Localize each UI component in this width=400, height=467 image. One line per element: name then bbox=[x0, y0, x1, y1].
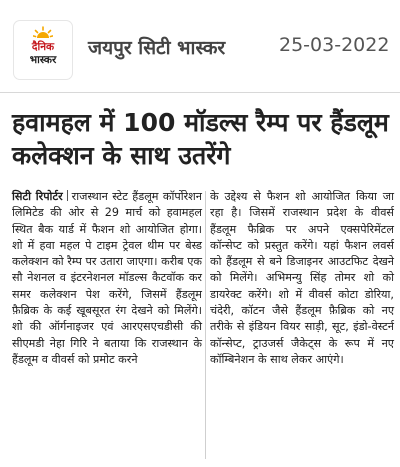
dainik-bhaskar-logo bbox=[14, 21, 72, 79]
header-divider bbox=[0, 92, 400, 93]
edition-name: जयपुर सिटी भास्कर bbox=[88, 37, 226, 59]
column-divider bbox=[205, 191, 206, 459]
logo-text-bhaskar: भास्कर bbox=[29, 54, 57, 66]
article-column-right bbox=[210, 189, 394, 368]
article-body-left: हैंडलूम कॉर्पोरेशन लिमिटेड की ओर से 29 मार्च को हवामहल स्थित बैक यार्ड में फैशन शो आयोजित होगा। शो में हवा महल पे टाइम ट्रेवल थीम पर बेस्ड कलेक्शन को रैम्प पर उतारा जाएगा। करीब एक सौ नेशनल व इंटरनेशनल मॉडल्स कैटवॉक कर समर कलेक्शन पेश करेंगे, जिसमें हैंडलूम फ़ैब्रिक के कई खूबसूरत रंग देखने को मिलेंगे। शो की ऑर्गनाइजर एवं आरएसएचडीसी की सीएमडी नेहा गिरि ने बताया कि राजस्थान के हैंडलूम व वीवर्स को प्रमोट करने bbox=[12, 190, 202, 366]
article-body-right: के उद्देश्य से फैशन शो आयोजित किया जा रहा है। जिसमें राजस्थान प्रदेश के वीवर्स हैंडलूम फैब्रिक पर अपने एक्सपेरिमेंटल कॉन्सेप्ट को प्रस्तुत करेंगे। यहां फैशन लवर्स को हैंडलूम से बने डिजाइनर आउटफिट देखने को मिलेंगे। अभिमन्यु सिंह तोमर शो को डायरेक्ट करेंगे। शो में वीवर्स कोटा डोरिया, चंदेरी, कॉटन जैसे हैंडलूम फ़ैब्रिक को नए तरीके से इंडियन वियर साड़ी, सूट, इंडो-वेस्टर्न कॉन्सेप्ट, ट्राउजर्स जैकेट्स के रूप में नए कॉम्बिनेशन के साथ लेकर आएंगे। bbox=[210, 190, 394, 366]
article-dateline: राजस्थान स्टेट bbox=[71, 190, 128, 203]
article-byline: सिटी रिपोर्टर bbox=[12, 190, 63, 203]
sun-icon bbox=[33, 26, 53, 38]
publication-date: 25-03-2022 bbox=[279, 34, 390, 56]
article-headline: हवामहल में 100 मॉडल्स रैम्प पर हैंडलूम कलेक्शन के साथ उतरेंगे bbox=[12, 108, 389, 170]
logo-text-dainik: दैनिक bbox=[31, 41, 55, 53]
article-column-left bbox=[12, 189, 202, 368]
byline-separator bbox=[67, 190, 68, 201]
newspaper-header bbox=[0, 0, 400, 92]
